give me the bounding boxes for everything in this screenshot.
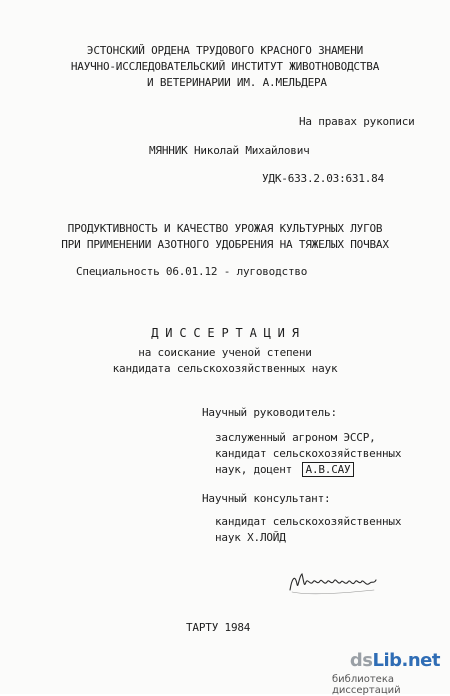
consultant-line-1: кандидат сельскохозяйственных — [215, 515, 402, 528]
thesis-purpose-line-2: кандидата сельскохозяйственных наук — [112, 362, 338, 375]
institution-line-1: ЭСТОНСКИЙ ОРДЕНА ТРУДОВОГО КРАСНОГО ЗНАМЕНИ — [86, 44, 364, 57]
supervisor-name-box: А.В.САУ — [302, 462, 355, 477]
consultant-heading: Научный консультант: — [202, 492, 331, 505]
consultant-line-2: наук Х.ЛОЙД — [215, 531, 286, 544]
watermark-subtitle: библиотека диссертаций — [332, 674, 401, 696]
handwritten-signature — [286, 568, 378, 600]
watermark-logo-ds: ds — [349, 650, 373, 671]
watermark-logo-net: .net — [401, 650, 440, 671]
title-line-2: ПРИ ПРИМЕНЕНИИ АЗОТНОГО УДОБРЕНИЯ НА ТЯЖЕЛЫХ ПОЧВАХ — [61, 238, 389, 251]
thesis-purpose-line-1: на соискание ученой степени — [138, 346, 312, 359]
title-line-1: ПРОДУКТИВНОСТЬ И КАЧЕСТВО УРОЖАЯ КУЛЬТУРНЫХ ЛУГОВ — [67, 222, 383, 235]
udc-code: УДК-633.2.03:631.84 — [262, 172, 385, 185]
supervisor-line-3 — [215, 463, 354, 476]
supervisor-line-1: заслуженный агроном ЭССР, — [215, 431, 376, 444]
footer-city-year: ТАРТУ 1984 — [186, 621, 251, 634]
specialty: Специальность 06.01.12 - луговодство — [76, 265, 308, 278]
thesis-type: Д И С С Е Р Т А Ц И Я — [151, 326, 299, 340]
supervisor-rank: наук, доцент — [215, 463, 293, 476]
watermark-logo-lib: Lib — [372, 650, 402, 671]
watermark — [332, 648, 450, 694]
institution-line-2: НАУЧНО-ИССЛЕДОВАТЕЛЬСКИЙ ИНСТИТУТ ЖИВОТНОВОДСТВА — [70, 60, 380, 73]
supervisor-line-2: кандидат сельскохозяйственных — [215, 447, 402, 460]
institution-line-3: И ВЕТЕРИНАРИИ ИМ. А.МЕЛЬДЕРА — [147, 76, 327, 89]
watermark-logo — [350, 650, 440, 671]
supervisor-heading: Научный руководитель: — [202, 406, 337, 419]
author-name: МЯННИК Николай Михайлович — [149, 144, 310, 157]
rights-note: На правах рукописи — [299, 115, 415, 128]
